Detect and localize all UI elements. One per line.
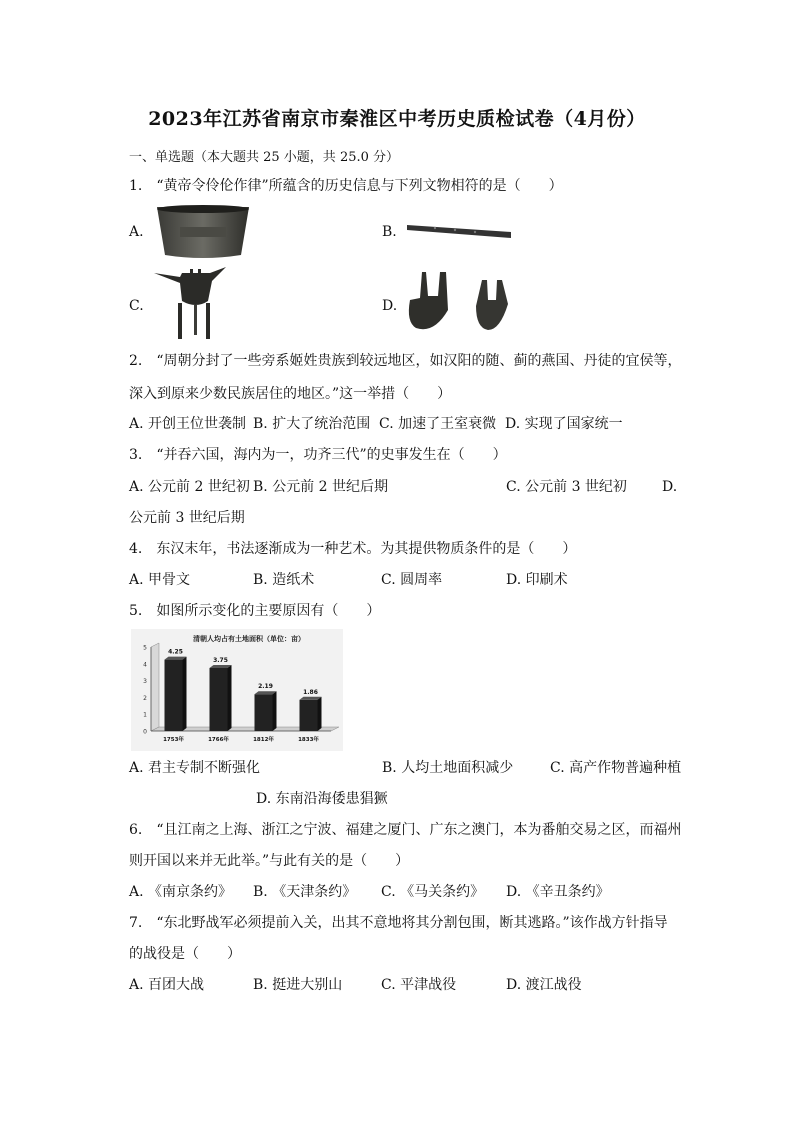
q6-option-a: A. 《南京条约》 xyxy=(129,884,233,900)
q3-option-a: A. 公元前 2 世纪初 xyxy=(129,479,250,495)
question-7-stem-line-2: 的战役是（ ） xyxy=(129,946,241,962)
q7-option-b: B. 挺进大别山 xyxy=(253,977,343,993)
chart-bars xyxy=(165,657,322,731)
chart-y-tick-label: 5 xyxy=(143,644,147,652)
chart-y-tick-label: 1 xyxy=(143,711,147,719)
chart-bar-side xyxy=(228,665,232,731)
chart-y-tick-label: 4 xyxy=(143,661,147,669)
q4-option-a: A. 甲骨文 xyxy=(129,572,191,588)
q1-option-c-label: C. xyxy=(129,298,144,314)
chart-bar xyxy=(165,660,183,731)
artifact-bronze-vessel-image xyxy=(155,203,251,261)
q5-option-b: B. 人均土地面积减少 xyxy=(382,760,514,776)
q3-option-d-label: D. xyxy=(662,479,678,495)
q4-option-b: B. 造纸术 xyxy=(253,572,315,588)
question-5-stem: 5. 如图所示变化的主要原因有（ ） xyxy=(129,603,381,619)
q6-option-b: B. 《天津条约》 xyxy=(253,884,357,900)
q1-option-d-label: D. xyxy=(382,298,398,314)
q6-option-c: C. 《马关条约》 xyxy=(381,884,485,900)
question-4-stem: 4. 东汉末年，书法逐渐成为一种艺术。为其提供物质条件的是（ ） xyxy=(129,541,577,557)
q7-option-a: A. 百团大战 xyxy=(129,977,205,993)
q2-option-d: D. 实现了国家统一 xyxy=(505,416,623,432)
chart-y-tick-label: 0 xyxy=(143,728,147,736)
question-1-stem: 1. “黄帝令伶伦作律”所蕴含的历史信息与下列文物相符的是（ ） xyxy=(129,178,563,194)
chart-x-tick-label: 1766年 xyxy=(208,737,229,743)
chart-value-label: 2.19 xyxy=(258,683,273,691)
section-heading: 一、单选题（本大题共 25 小题，共 25.0 分） xyxy=(129,150,400,165)
chart-x-tick-label: 1833年 xyxy=(298,737,319,743)
artifact-bone-flute-image xyxy=(405,219,515,241)
chart-svg xyxy=(131,629,343,751)
chart-bar xyxy=(255,694,273,731)
q5-option-d: D. 东南沿海倭患猖獗 xyxy=(256,791,388,807)
chart-side-wall xyxy=(151,643,159,731)
chart-y-tick-labels xyxy=(143,645,147,736)
question-2-stem-line-2: 深入到原来少数民族居住的地区。”这一举措（ ） xyxy=(129,386,452,402)
question-2-stem-line-1: 2. “周朝分封了一些旁系姬姓贵族到较远地区，如汉阳的随、蓟的燕国、丹徒的宜侯等， xyxy=(129,353,682,369)
q1-option-b-label: B. xyxy=(382,224,397,240)
page-title: 2023年江苏省南京市秦淮区中考历史质检试卷（4月份） xyxy=(148,108,646,130)
q2-option-a: A. 开创王位世袭制 xyxy=(129,416,247,432)
chart-y-tick-label: 2 xyxy=(143,694,147,702)
q1-option-a-label: A. xyxy=(129,224,144,240)
land-per-capita-chart xyxy=(131,629,343,751)
chart-bar xyxy=(210,668,228,731)
q3-option-c: C. 公元前 3 世纪初 xyxy=(506,479,627,495)
q7-option-c: C. 平津战役 xyxy=(381,977,457,993)
q3-option-d-text: 公元前 3 世纪后期 xyxy=(129,510,245,526)
question-6-stem-line-1: 6. “且江南之上海、浙江之宁波、福建之厦门、广东之澳门，本为番舶交易之区，而福州 xyxy=(129,822,682,838)
chart-title: 清朝人均占有土地面积（单位：亩） xyxy=(193,635,305,643)
question-7-stem-line-1: 7. “东北野战军必须提前入关，出其不意地将其分割包围，断其逃路。”该作战方针指导 xyxy=(129,915,668,931)
chart-x-tick-labels xyxy=(163,735,319,743)
artifact-bronze-jue-image xyxy=(152,265,232,341)
q2-option-c: C. 加速了王室衰微 xyxy=(379,416,497,432)
q6-option-d: D. 《辛丑条约》 xyxy=(506,884,610,900)
chart-y-tick-label: 3 xyxy=(143,678,147,686)
chart-value-label: 4.25 xyxy=(168,648,183,656)
question-6-stem-line-2: 则开国以来并无此举。”与此有关的是（ ） xyxy=(129,853,410,869)
chart-bar-side xyxy=(273,691,277,731)
q4-option-c: C. 圆周率 xyxy=(381,572,443,588)
chart-bar xyxy=(300,700,318,731)
q5-option-c: C. 高产作物普遍种植 xyxy=(550,760,682,776)
artifact-spade-coins-image xyxy=(404,270,522,336)
q4-option-d: D. 印刷术 xyxy=(506,572,568,588)
q2-option-b: B. 扩大了统治范围 xyxy=(253,416,371,432)
q5-option-a: A. 君主专制不断强化 xyxy=(129,760,261,776)
question-3-stem: 3. “并吞六国，海内为一，功齐三代”的史事发生在（ ） xyxy=(129,447,507,463)
chart-value-labels xyxy=(168,649,318,696)
chart-bar-side xyxy=(318,697,322,731)
chart-bar-side xyxy=(183,657,187,731)
q7-option-d: D. 渡江战役 xyxy=(506,977,582,993)
chart-value-label: 3.75 xyxy=(213,657,228,664)
q3-option-b: B. 公元前 2 世纪后期 xyxy=(253,479,388,495)
chart-value-label: 1.86 xyxy=(303,688,318,696)
chart-x-tick-label: 1753年 xyxy=(163,737,184,743)
chart-x-tick-label: 1812年 xyxy=(253,737,274,743)
